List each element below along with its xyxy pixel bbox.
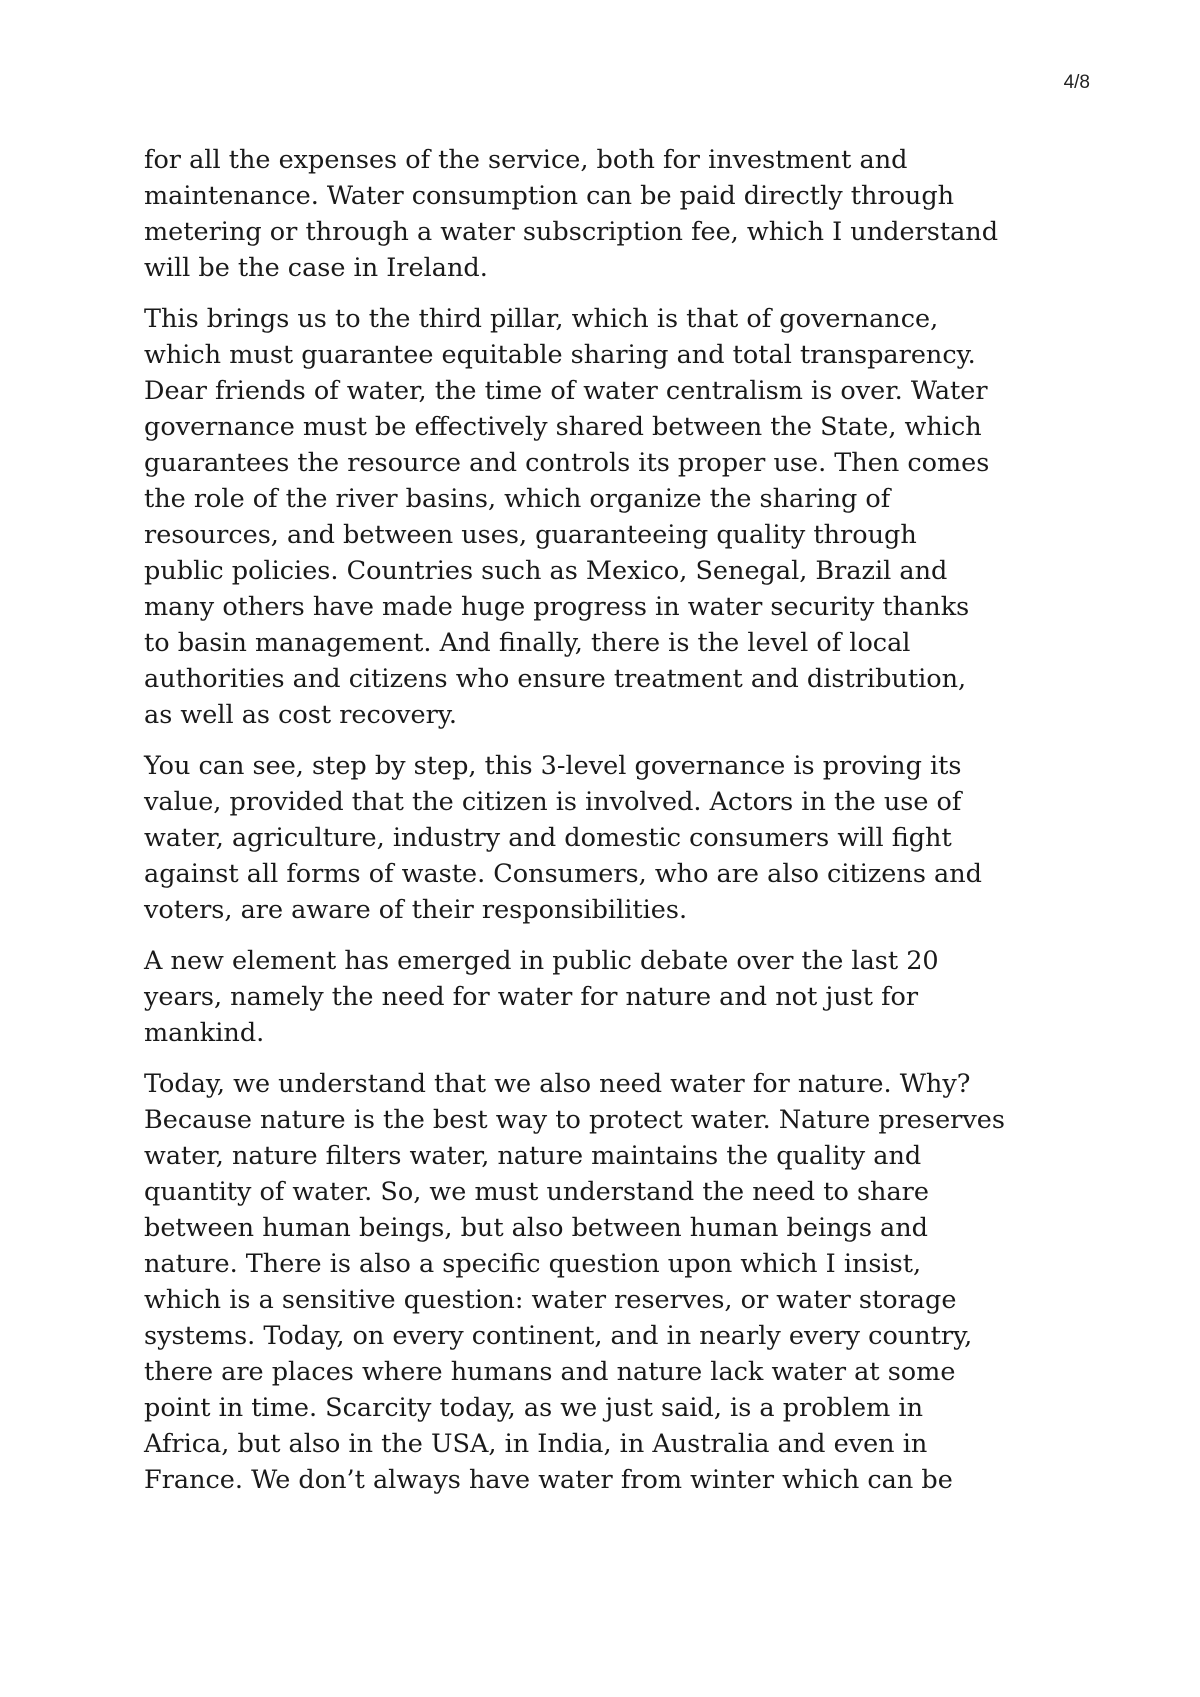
body-text	[144, 142, 1074, 1513]
paragraph-expenses: for all the expenses of the service, both for investment and maintenance. Water consumption can be paid directly through metering or through a water subscription fee, which I understand will be the case in Ireland.	[144, 145, 999, 283]
paragraph-three-level-governance: You can see, step by step, this 3-level governance is proving its value, provided that the citizen is involved. Actors in the use of water, agriculture, industry and domestic consumers will fight against all forms of waste. Consumers, who are also citizens and voters, are aware of their responsibilities.	[144, 751, 982, 925]
paragraph-new-element: A new element has emerged in public debate over the last 20 years, namely the need for water for nature and not just for mankind.	[144, 946, 939, 1048]
page-number: 4/8	[1063, 72, 1090, 93]
paragraph-governance: This brings us to the third pillar, which is that of governance, which must guarantee equitable sharing and total transparency. Dear friends of water, the time of water centralism is over. Water governance must be effectively shared between the State, which guarantees the resource and controls its proper use. Then comes the role of the river basins, which organize the sharing of resources, and between uses, guaranteeing quality through public policies. Countries such as Mexico, Senegal, Brazil and many others have made huge progress in water security thanks to basin management. And finally, there is the level of local authorities and citizens who ensure treatment and distribution, as well as cost recovery.	[144, 304, 990, 730]
paragraph-water-for-nature: Today, we understand that we also need water for nature. Why? Because nature is the best way to protect water. Nature preserves water, nature filters water, nature maintains the quality and quantity of water. So, we must understand the need to share between human beings, but also between human beings and nature. There is also a specific question upon which I insist, which is a sensitive question: water reserves, or water storage systems. Today, on every continent, and in nearly every country, there are places where humans and nature lack water at some point in time. Scarcity today, as we just said, is a problem in Africa, but also in the USA, in India, in Australia and even in France. We don’t always have water from winter which can be	[144, 1069, 1005, 1495]
